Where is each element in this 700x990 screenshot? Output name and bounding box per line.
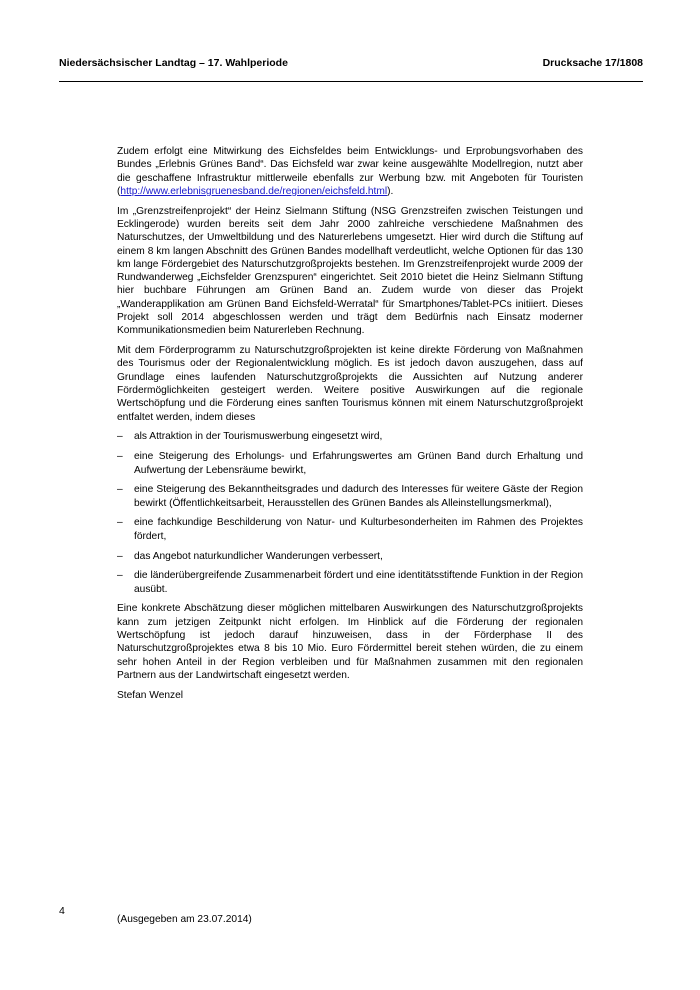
list-item: – das Angebot naturkundlicher Wanderungen verbessert,: [117, 550, 383, 562]
list-item: – eine Steigerung des Erholungs- und Erfahrungswertes am Grünen Band durch Erhaltung und Aufwertung der Lebensräume bewirkt,: [117, 451, 583, 476]
header-divider: [59, 81, 643, 82]
paragraph-abschaetzung: Eine konkrete Abschätzung dieser möglichen mittelbaren Auswirkungen des Naturschutzgroßprojekts kann zum jetzigen Zeitpunkt nicht erfolgen. Im Hinblick auf die Förderung der regionalen Wertschöpfung ist jedoch darauf hinzuweisen, dass in der Förderphase II des Naturschutzgroßprojektes etwa 8 bis 10 Mio. Euro Fördermittel bereit stehen würden, die zu einem sehr hohen Anteil in der Region verbleiben und für Maßnahmen zusammen mit den regionalen Partnern aus der Landwirtschaft eingesetzt werden.: [117, 603, 583, 681]
list-item: – die länderübergreifende Zusammenarbeit fördert und eine identitätsstiftende Funktion in der Region ausübt.: [117, 570, 583, 595]
dash-marker: –: [117, 550, 123, 562]
paragraph-eichsfeld: Zudem erfolgt eine Mitwirkung des Eichsfeldes beim Entwicklungs- und Erprobungsvorhaben des Bundes „Erlebnis Grünes Band“. Das Eichsfeld war zwar keine ausgewählte Modellregion, nutzt aber die geschaffene Infrastruktur mittlerweile ebenfalls zur Werbung bzw. mit Angeboten für Touristen (http://www.erlebnisgruenesband.de/regionen/eichsfeld.html).: [117, 146, 583, 197]
dash-marker: –: [117, 517, 123, 529]
header-parliament-title: Niedersächsischer Landtag – 17. Wahlperiode: [59, 57, 288, 69]
document-body: [117, 145, 583, 708]
dash-marker: –: [117, 431, 123, 443]
list-item: – eine Steigerung des Bekanntheitsgrades und dadurch des Interesses für weitere Gäste der Region bewirkt (Öffentlichkeitsarbeit, Herausstellen des Grünen Bandes als Alleinstellungsmerkmal),: [117, 484, 583, 509]
list-item: – als Attraktion in der Tourismuswerbung eingesetzt wird,: [117, 431, 383, 443]
list-item: – eine fachkundige Beschilderung von Natur- und Kulturbesonderheiten im Rahmen des Projektes fördert,: [117, 517, 583, 542]
paragraph-grenzstreifenprojekt: Im „Grenzstreifenprojekt“ der Heinz Sielmann Stiftung (NSG Grenzstreifen zwischen Teistungen und Ecklingerode) wurden bereits seit dem Jahr 2000 zahlreiche verschiedene Maßnahmen des Naturschutzes, der Umweltbildung und des Naturerlebens umgesetzt. Hier wird durch die Stiftung auf einem 8 km langen Abschnitt des Grünen Bandes modellhaft verdeutlicht, welche Optionen für das 130 km lange Fördergebiet des Naturschutzgroßprojekts bestehen. Im Grenzstreifenprojekt wurde 2009 der Rundwanderweg „Eichsfelder Grenzspuren“ eingerichtet. Seit 2010 bietet die Heinz Sielmann Stiftung hier buchbare Führungen am Grünen Band an. Zudem wurde von dieser das Projekt „Wanderapplikation am Grünen Band Eichsfeld-Werratal“ für Smartphones/Tablet-PCs initiiert. Dieses Projekt soll 2014 abgeschlossen werden und trägt dem Bedürfnis nach Einsatz moderner Kommunikationsmedien beim Naturerleben Rechnung.: [117, 205, 583, 337]
eichsfeld-link[interactable]: http://www.erlebnisgruenesband.de/regionen/eichsfeld.html: [120, 185, 388, 197]
header-document-number: Drucksache 17/1808: [542, 57, 643, 69]
signature: Stefan Wenzel: [117, 689, 184, 701]
issue-date-note: (Ausgegeben am 23.07.2014): [117, 914, 252, 925]
effects-list: [117, 430, 583, 595]
dash-marker: –: [117, 484, 123, 496]
dash-marker: –: [117, 451, 123, 463]
paragraph-foerderprogramm: Mit dem Förderprogramm zu Naturschutzgroßprojekten ist keine direkte Förderung von Maßnahmen des Tourismus oder der Regionalentwicklung möglich. Es ist jedoch davon auszugehen, dass auf Grundlage eines laufenden Naturschutzgroßprojekts die Aussichten auf Nutzung anderer Fördermöglichkeiten gesteigert werden. Weitere positive Auswirkungen auf die regionale Wertschöpfung und die Förderung eines sanften Tourismus können mit einem Naturschutzgroßprojekt entfaltet werden, indem dieses: [117, 345, 583, 423]
page-number: 4: [59, 905, 65, 917]
dash-marker: –: [117, 570, 123, 582]
page-header: [59, 57, 643, 69]
